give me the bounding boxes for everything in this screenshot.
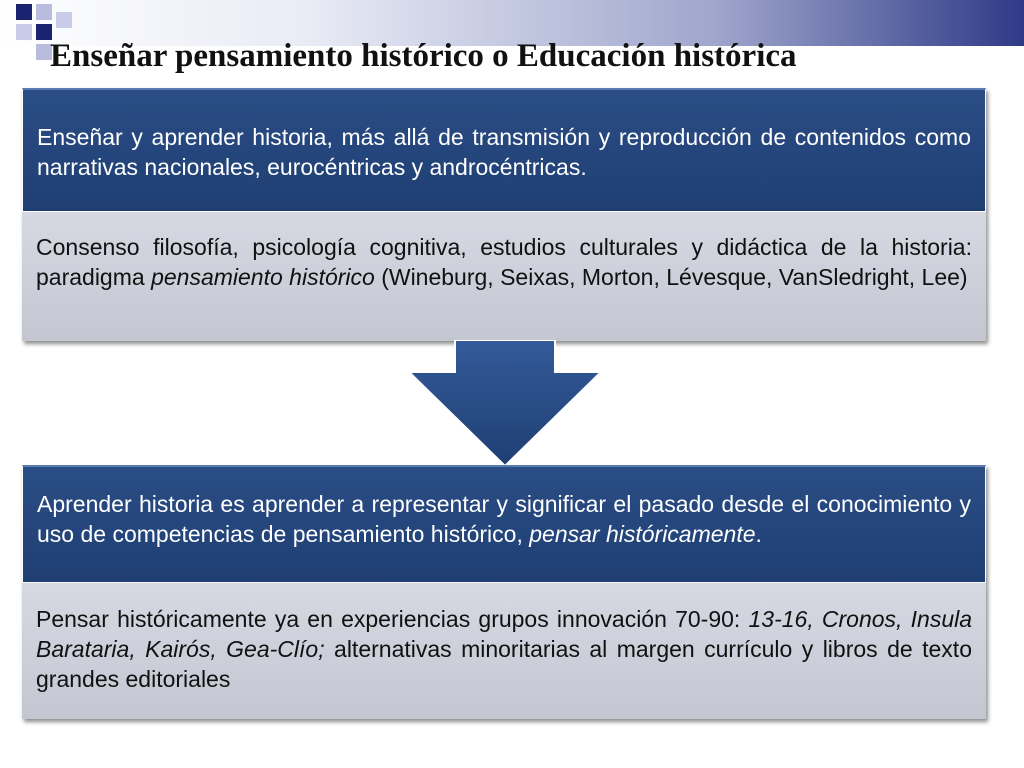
- box-pensar-text: [36, 604, 972, 694]
- box-aprender-text-b: .: [755, 521, 762, 547]
- decor-square-lavender-2: [56, 12, 72, 28]
- box-consenso-text-b: (Wineburg, Seixas, Morton, Lévesque, VanSledright, Lee): [374, 264, 968, 290]
- box-consenso: [22, 212, 986, 341]
- down-arrow-icon: [405, 340, 605, 468]
- box-consenso-text-italic: pensamiento histórico: [151, 264, 375, 290]
- box-pensar: [22, 583, 986, 719]
- box-consenso-text-a: Consenso filosofía, psicología cognitiva, estudios culturales y didáctica de la historia: paradigma: [36, 234, 972, 290]
- box-pensar-text-italic: 13-16, Cronos, Insula Barataria, Kairós, Gea-Clío;: [36, 606, 973, 662]
- box-pensar-text-a: Pensar históricamente ya en experiencias grupos innovación 70-90:: [36, 606, 749, 632]
- decor-square-navy-1: [16, 4, 32, 20]
- box-aprender-text-italic: pensar históricamente: [529, 521, 756, 547]
- box-aprender-text-a: Aprender historia es aprender a representar y significar el pasado desde el conocimiento y uso de competencias de pensamiento histórico,: [37, 491, 971, 547]
- box-pensar-text-b: alternativas minoritarias al margen currículo y libros de texto grandes editoriales: [36, 636, 972, 692]
- decor-square-lavender-3: [16, 24, 32, 40]
- box-transmision: [22, 88, 986, 212]
- box-consenso-text: [36, 232, 972, 292]
- box-aprender: [22, 465, 986, 583]
- decor-square-lavender-1: [36, 4, 52, 20]
- box-aprender-text: [37, 489, 971, 549]
- slide-title: Enseñar pensamiento histórico o Educación histórica: [50, 38, 797, 74]
- box-transmision-text: Enseñar y aprender historia, más allá de transmisión y reproducción de contenidos como narrativas nacionales, eurocéntricas y androcéntricas.: [37, 124, 971, 180]
